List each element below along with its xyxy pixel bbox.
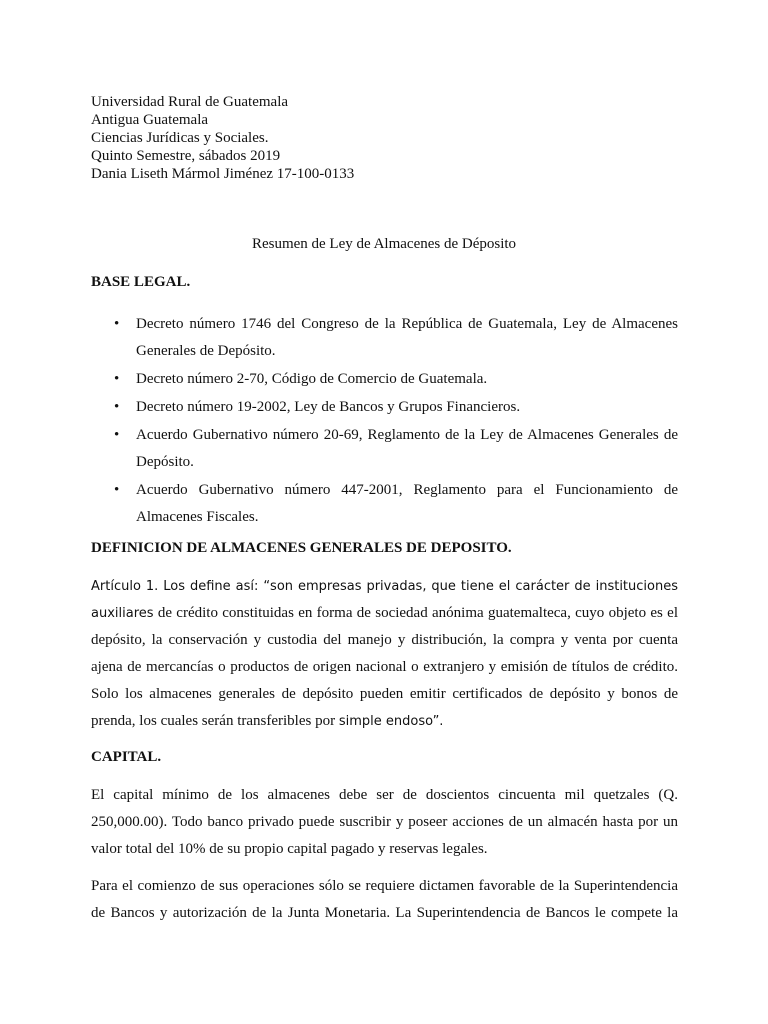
header-line-faculty: Ciencias Jurídicas y Sociales. — [91, 130, 269, 146]
list-item — [91, 422, 678, 476]
list-item-text: Decreto número 2-70, Código de Comercio de Guatemala. — [136, 371, 488, 387]
list-item-text: Acuerdo Gubernativo número 20-69, Reglamento de la Ley de Almacenes Generales de Depósito. — [136, 427, 678, 470]
capital-paragraph-1: El capital mínimo de los almacenes debe ser de doscientos cincuenta mil quetzales (Q. 250,000.00). Todo banco privado puede suscribir y poseer acciones de un almacén hasta por un valor total del 10% de su propio capital pagado y reservas legales. — [91, 787, 678, 857]
bullet-icon: • — [114, 427, 120, 443]
list-item-text: Acuerdo Gubernativo número 447-2001, Reglamento para el Funcionamiento de Almacenes Fiscales. — [136, 482, 678, 525]
header-line-city: Antigua Guatemala — [91, 112, 209, 128]
header-line-university: Universidad Rural de Guatemala — [91, 94, 289, 110]
header-line-student: Dania Liseth Mármol Jiménez 17-100-0133 — [91, 166, 355, 182]
header-line-semester: Quinto Semestre, sábados 2019 — [91, 148, 281, 164]
bullet-icon: • — [114, 399, 120, 415]
list-item — [91, 394, 678, 421]
bullet-icon: • — [114, 371, 120, 387]
article-reference: Artículo 1. Los define así: “son empresas privadas, que tiene el carácter de instituciones auxiliares — [91, 579, 678, 621]
heading-definicion: DEFINICION DE ALMACENES GENERALES DE DEPOSITO. — [91, 540, 512, 556]
list-item — [91, 366, 678, 393]
bullet-icon: • — [114, 482, 120, 498]
list-item — [91, 311, 678, 365]
list-item — [91, 477, 678, 531]
definicion-paragraph — [91, 573, 678, 735]
definicion-body: de crédito constituidas en forma de sociedad anónima guatemalteca, cuyo objeto es el depósito, la conservación y custodia del manejo y distribución, la compra y venta por cuenta ajena de mercancías o productos de origen nacional o extranjero y emisión de títulos de crédito. Solo los almacenes generales de depósito pueden emitir certificados de depósito y bonos de prenda, los cuales serán transferibles por — [91, 605, 679, 729]
definicion-closing: simple endoso”. — [338, 714, 444, 729]
list-item-text: Decreto número 19-2002, Ley de Bancos y Grupos Financieros. — [136, 399, 521, 415]
bullet-icon: • — [114, 316, 120, 332]
heading-capital: CAPITAL. — [91, 749, 162, 765]
capital-paragraph-2: Para el comienzo de sus operaciones sólo se requiere dictamen favorable de la Superintendencia de Bancos y autorización de la Junta Monetaria. La Superintendencia de Bancos le compete la — [91, 878, 678, 921]
base-legal-list — [91, 311, 678, 532]
document-header — [91, 93, 354, 183]
heading-base-legal: BASE LEGAL. — [91, 274, 191, 290]
list-item-text: Decreto número 1746 del Congreso de la República de Guatemala, Ley de Almacenes Generales de Depósito. — [136, 316, 678, 359]
document-title: Resumen de Ley de Almacenes de Déposito — [251, 236, 517, 252]
